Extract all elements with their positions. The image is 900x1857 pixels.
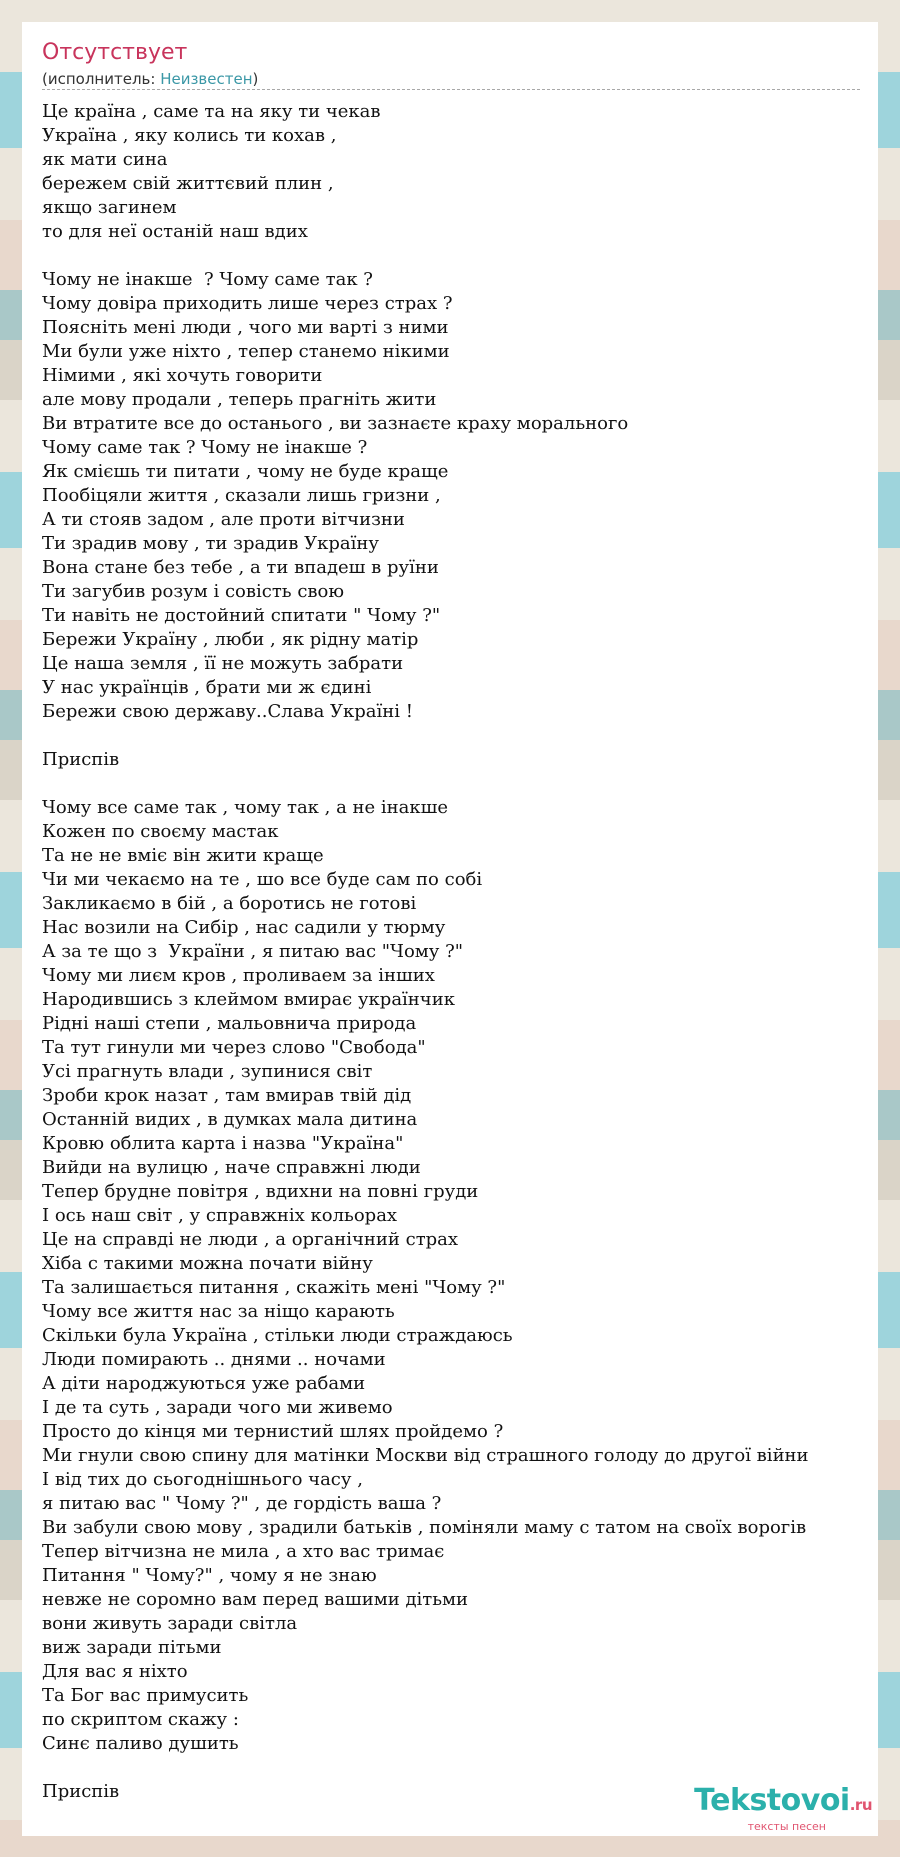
lyric-line: Поясніть мені люди , чого ми варті з ними [42, 317, 449, 338]
artist-suffix: ) [252, 70, 259, 88]
lyric-line: Бережи Україну , люби , як рідну матір [42, 629, 419, 650]
lyric-line: Тепер брудне повітря , вдихни на повні груди [42, 1181, 479, 1202]
lyric-line: я питаю вас " Чому ?" , де гордість ваша ? [42, 1493, 442, 1514]
lyric-line: бережем свій життєвий плин , [42, 173, 334, 194]
lyric-line: Чому все життя нас за ніщо карають [42, 1301, 395, 1322]
lyric-line: Ви забули свою мову , зрадили батьків , поміняли маму с татом на своїх ворогів [42, 1517, 807, 1538]
lyric-line: Це країна , саме та на яку ти чекав [42, 101, 381, 122]
lyric-line: А за те що з України , я питаю вас "Чому ?" [42, 941, 464, 962]
lyric-line: Та Бог вас примусить [42, 1685, 249, 1706]
lyric-line [42, 244, 878, 268]
lyric-line: Питання " Чому?" , чому я не знаю [42, 1565, 377, 1586]
lyric-line: Вийди на вулицю , наче справжні люди [42, 1157, 421, 1178]
lyrics-card [22, 22, 878, 1836]
lyric-line: А ти стояв задом , але проти вітчизни [42, 509, 405, 530]
lyric-line: Чому саме так ? Чому не інакше ? [42, 437, 368, 458]
lyric-line: Німими , які хочуть говорити [42, 365, 323, 386]
lyric-line: Та тут гинули ми через слово "Свобода" [42, 1037, 426, 1058]
lyric-line: Хіба с такими можна почати війну [42, 1253, 373, 1274]
lyric-line: Кожен по своєму мастак [42, 821, 279, 842]
lyric-line: то для неї останій наш вдих [42, 221, 308, 242]
lyric-line: Ми гнули свою спину для матінки Москви від страшного голоду до другої війни [42, 1445, 809, 1466]
lyric-line: Чому не інакше ? Чому саме так ? [42, 269, 373, 290]
lyric-line: І ось наш світ , у справжніх кольорах [42, 1205, 398, 1226]
lyric-line: І де та суть , заради чого ми живемо [42, 1397, 393, 1418]
lyric-line: Зроби крок назат , там вмирав твій дід [42, 1085, 412, 1106]
lyric-line: Вона стане без тебе , а ти впадеш в руїни [42, 557, 439, 578]
lyric-line: Це наша земля , її не можуть забрати [42, 653, 404, 674]
lyric-line: Як смієшь ти питати , чому не буде краще [42, 461, 449, 482]
lyric-line: Та залишається питання , скажіть мені "Чому ?" [42, 1277, 506, 1298]
logo-wordmark [694, 1785, 872, 1821]
lyric-line: Нас возили на Сибір , нас садили у тюрму [42, 917, 446, 938]
lyrics-text [42, 100, 878, 1804]
lyric-line: але мову продали , теперь прагніть жити [42, 389, 437, 410]
lyric-line: Для вас я ніхто [42, 1661, 188, 1682]
lyric-line: якщо загинем [42, 197, 177, 218]
lyric-line: невже не соромно вам перед вашими дітьми [42, 1589, 469, 1610]
lyric-line: Чому ми лиєм кров , проливаем за інших [42, 965, 435, 986]
logo-name: Tekstovoi [694, 1783, 850, 1818]
logo-tagline: тексты песен [747, 1820, 826, 1833]
site-logo[interactable] [694, 1785, 872, 1832]
lyric-line: Народившись з клеймом вмирає українчик [42, 989, 455, 1010]
song-title: Отсутствует [42, 40, 188, 65]
lyric-line [42, 1756, 878, 1780]
lyric-line: по скриптом скажу : [42, 1709, 239, 1730]
lyric-line [42, 772, 878, 796]
lyric-line: Україна , яку колись ти кохав , [42, 125, 337, 146]
artist-link[interactable]: Неизвестен [160, 70, 253, 88]
lyric-line: І від тих до сьогоднішнього часу , [42, 1469, 363, 1490]
lyric-line: Чому все саме так , чому так , а не інакше [42, 797, 449, 818]
lyric-line: Люди помирають .. днями .. ночами [42, 1349, 386, 1370]
lyric-line: Рідні наші степи , мальовнича природа [42, 1013, 417, 1034]
lyric-line: Ти навіть не достойний спитати " Чому ?" [42, 605, 441, 626]
lyric-line: Бережи свою державу..Слава Україні ! [42, 701, 413, 722]
lyric-line: Ти зрадив мову , ти зрадив Україну [42, 533, 379, 554]
lyric-line: Синє паливо душить [42, 1733, 239, 1754]
logo-tld: .ru [849, 1796, 872, 1814]
lyric-line: Скільки була Україна , стільки люди страждаюсь [42, 1325, 513, 1346]
lyric-line: Приспів [42, 749, 120, 770]
lyric-line: Пообіцяли життя , сказали лишь гризни , [42, 485, 441, 506]
lyric-line: Це на справді не люди , а органічний страх [42, 1229, 459, 1250]
lyric-line: Ми були уже ніхто , тепер станемо нікими [42, 341, 450, 362]
lyric-line: Останній видих , в думках мала дитина [42, 1109, 418, 1130]
lyric-line: виж заради пітьми [42, 1637, 222, 1658]
lyric-line: вони живуть заради світла [42, 1613, 298, 1634]
lyric-line: А діти народжуються уже рабами [42, 1373, 366, 1394]
lyric-line: як мати сина [42, 149, 168, 170]
lyric-line: Усі прагнуть влади , зупинися світ [42, 1061, 373, 1082]
lyric-line: Ви втратите все до останього , ви зазнаєте краху морального [42, 413, 629, 434]
lyric-line: Просто до кінця ми тернистий шлях пройдемо ? [42, 1421, 504, 1442]
lyric-line: Тепер вітчизна не мила , а хто вас тримає [42, 1541, 445, 1562]
lyric-line [42, 724, 878, 748]
lyric-line: У нас українців , брати ми ж єдині [42, 677, 372, 698]
lyric-line: Чому довіра приходить лише через страх ? [42, 293, 453, 314]
lyric-line: Чи ми чекаємо на те , шо все буде сам по собі [42, 869, 483, 890]
lyric-line: Кровю облита карта і назва "Україна" [42, 1133, 404, 1154]
lyric-line: Закликаємо в бій , а боротись не готові [42, 893, 417, 914]
artist-prefix: (исполнитель: [42, 70, 161, 88]
lyric-line: Та не не вміє він жити краще [42, 845, 324, 866]
lyric-line: Ти загубив розум і совість свою [42, 581, 345, 602]
lyric-line: Приспів [42, 1781, 120, 1802]
artist-line [42, 70, 860, 90]
